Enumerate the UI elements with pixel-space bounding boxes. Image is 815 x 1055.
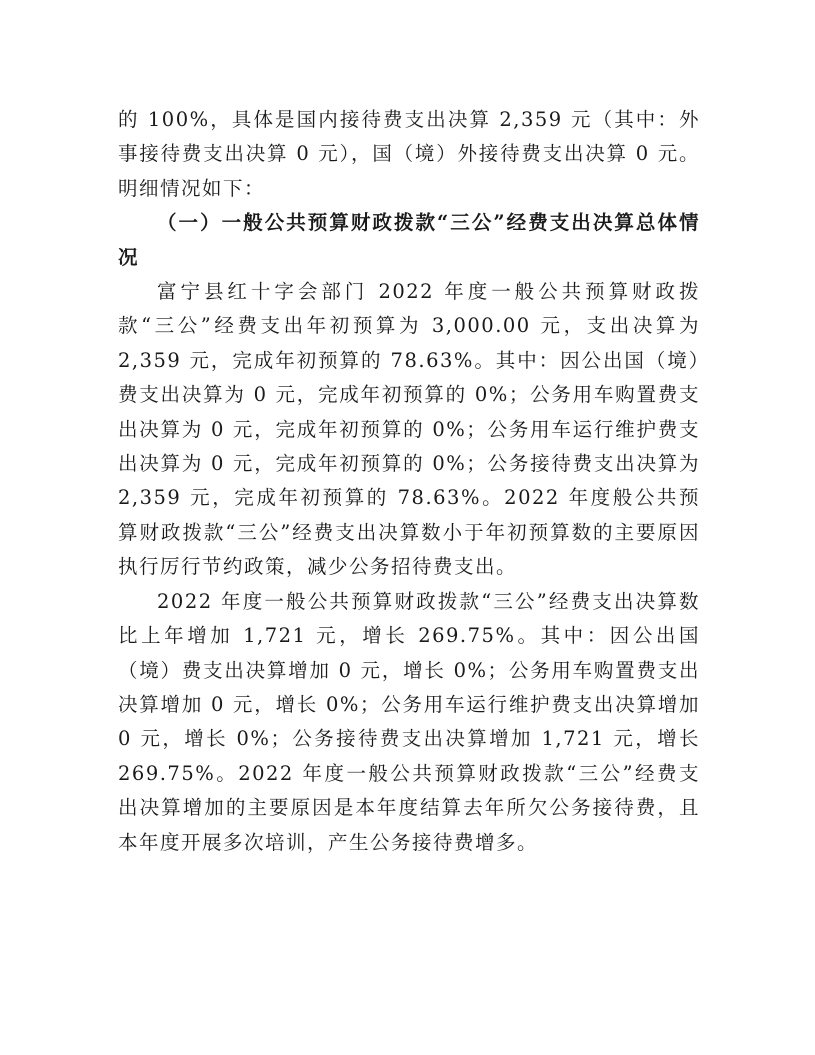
year-comparison-paragraph: 2022 年度一般公共预算财政拨款“三公”经费支出决算数比上年增加 1,721 元，增长 269.75%。其中：因公出国（境）费支出决算增加 0 元，增长 0%；公务用车购置费支出决算增加 0 元，增长 0%；公务用车运行维护费支出决算增加 0 元，增长 0%；公务接待费支出决算增加 1,721 元，增长 269.75%。2022 年度一般公共预算财政拨款“三公”经费支出决算增加的主要原因是本年度结算去年所欠公务接待费，且本年度开展多次培训，产生公务接待费增多。	[118, 589, 700, 854]
continuation-paragraph: 的 100%，具体是国内接待费支出决算 2,359 元（其中：外事接待费支出决算 0 元），国（境）外接待费支出决算 0 元。明细情况如下：	[118, 108, 700, 200]
section-heading: （一）一般公共预算财政拨款“三公”经费支出决算总体情况	[118, 211, 700, 269]
document-body	[118, 103, 700, 860]
budget-overview-paragraph: 富宁县红十字会部门 2022 年度一般公共预算财政拨款“三公”经费支出年初预算为 3,000.00 元，支出决算为 2,359 元，完成年初预算的 78.63%。其中：因公出国（境）费支出决算为 0 元，完成年初预算的 0%；公务用车购置费支出决算为 0 元，完成年初预算的 0%；公务用车运行维护费支出决算为 0 元，完成年初预算的 0%；公务接待费支出决算为 2,359 元，完成年初预算的 78.63%。2022 年度般公共预算财政拨款“三公”经费支出决算数小于年初预算数的主要原因执行厉行节约政策，减少公务招待费支出。	[118, 280, 700, 579]
